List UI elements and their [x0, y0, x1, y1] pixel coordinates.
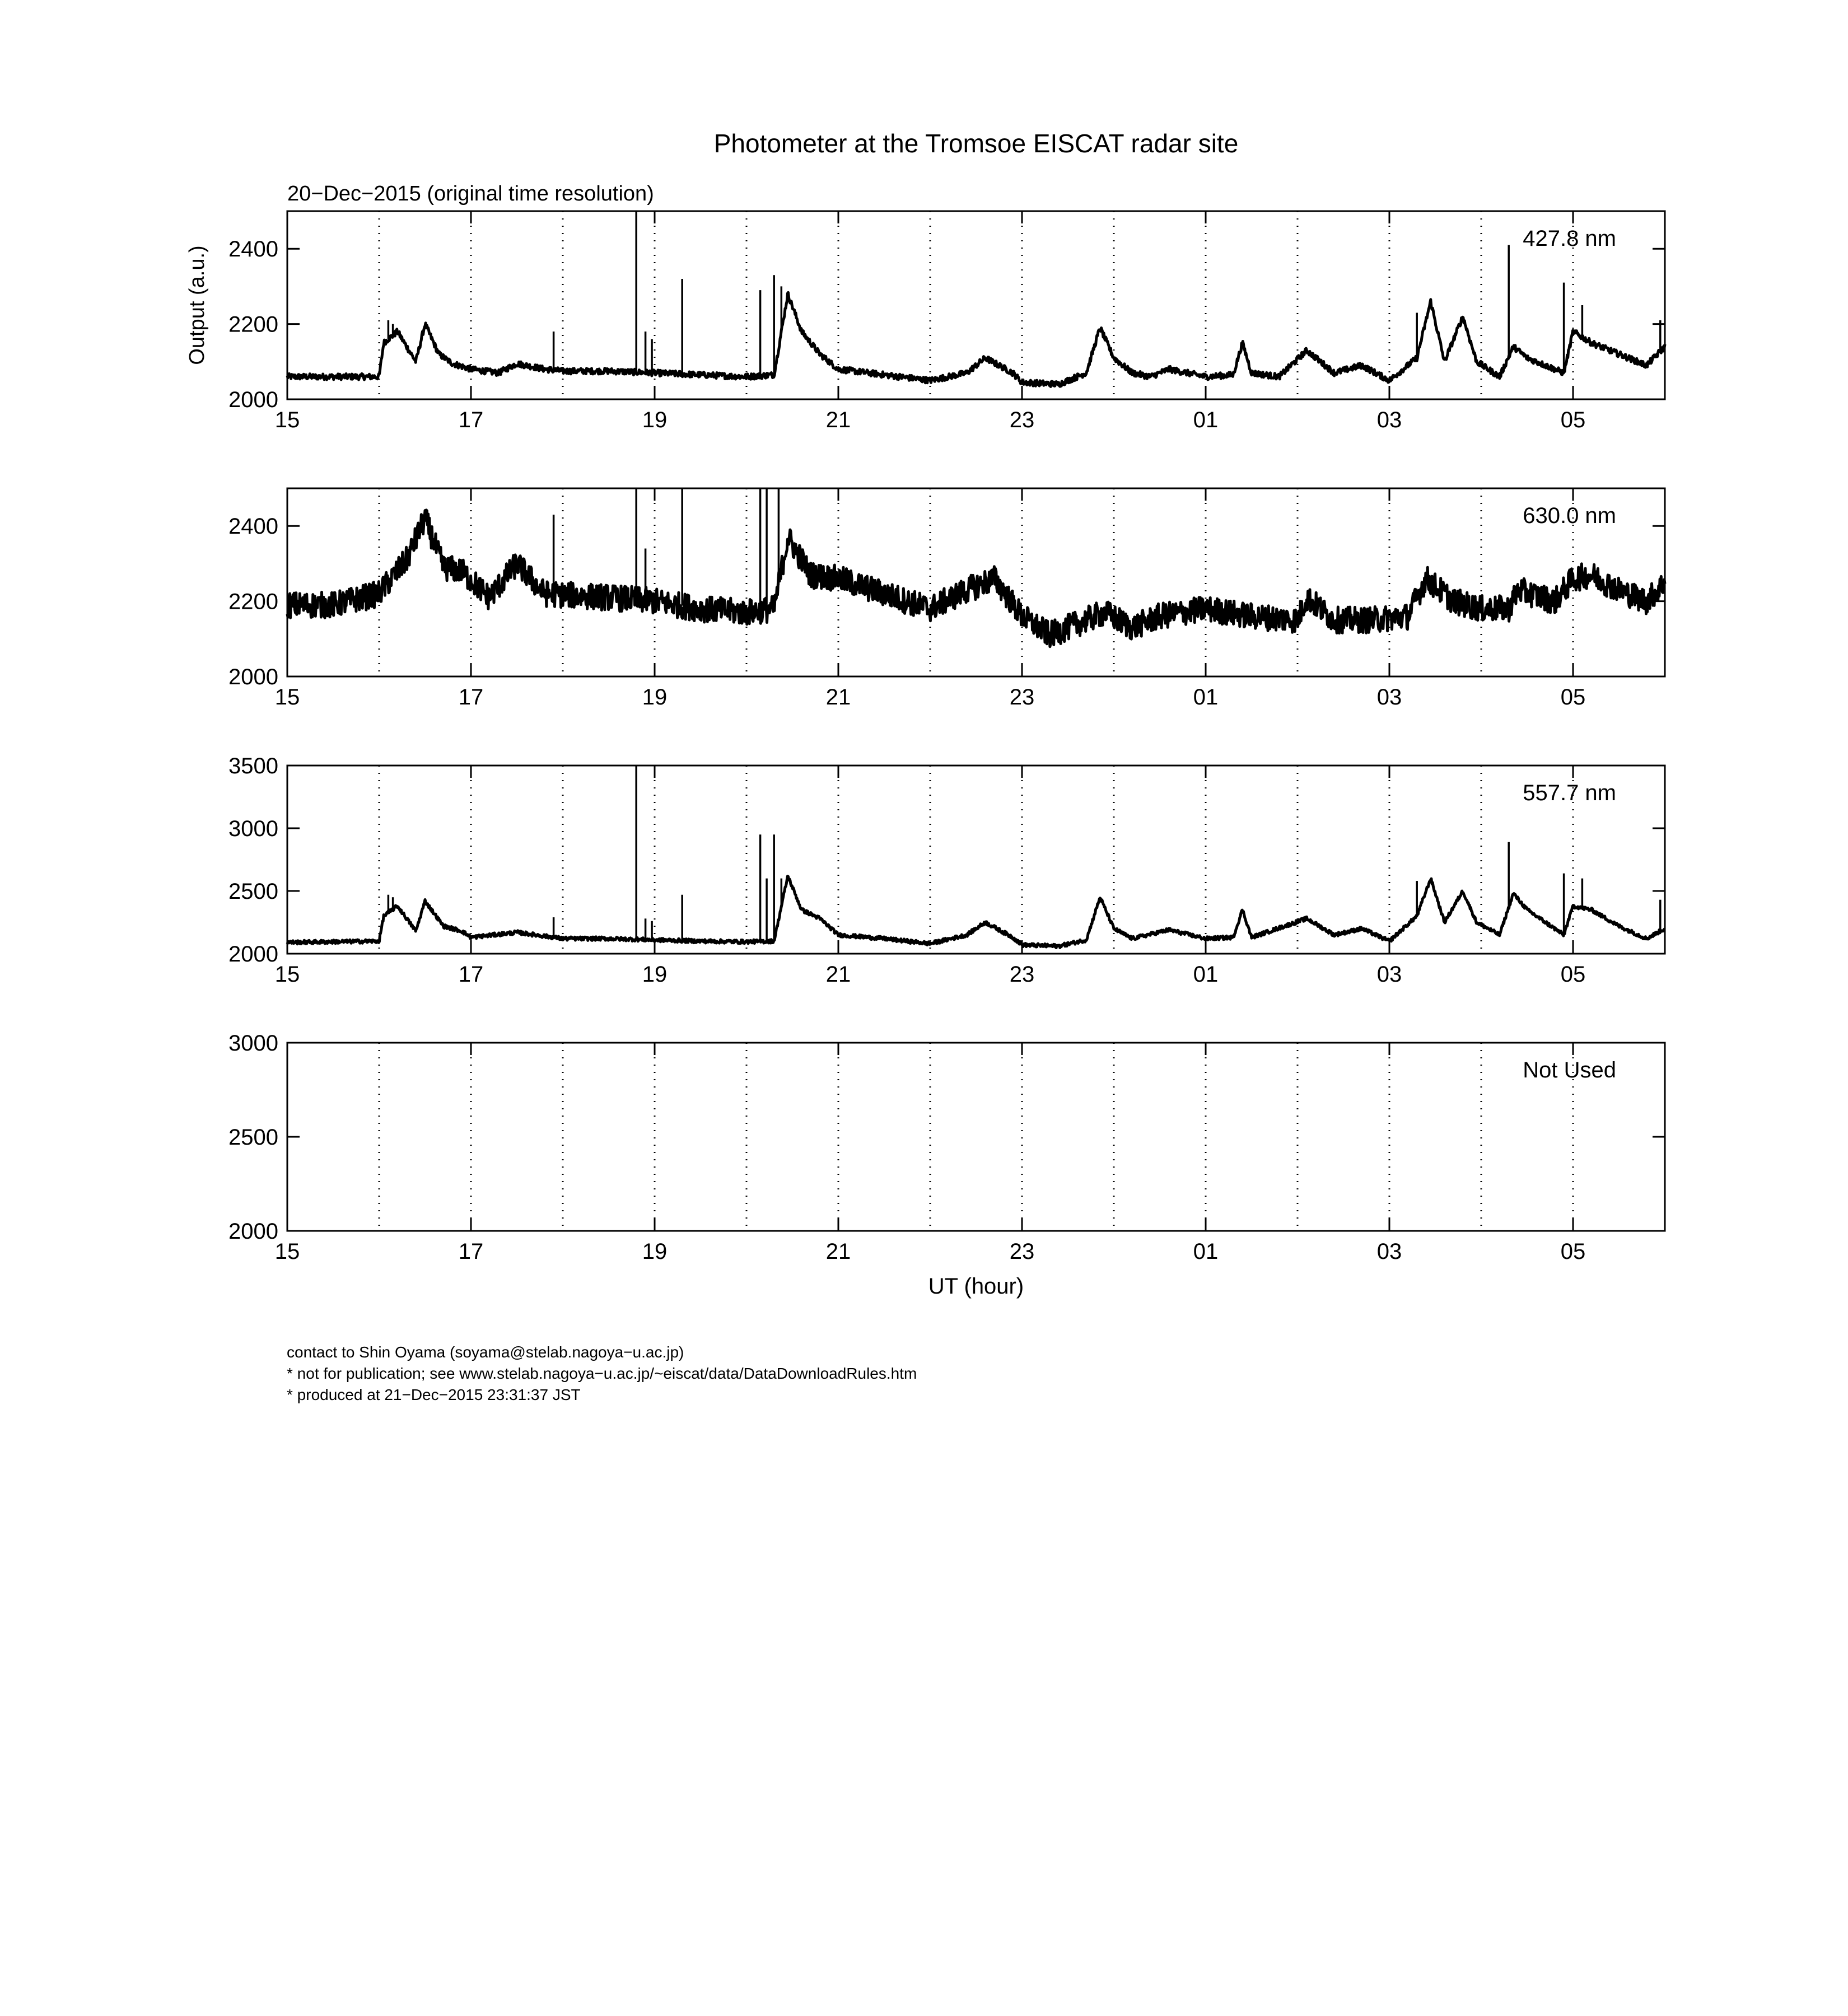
panel-4 [228, 1031, 1665, 1264]
y-tick-label: 2000 [228, 942, 278, 967]
y-tick-label: 2200 [228, 312, 278, 337]
panel-frame [287, 1043, 1665, 1231]
series-line [287, 876, 1665, 948]
x-tick-label: 19 [642, 408, 668, 432]
y-tick-label: 2500 [228, 1125, 278, 1150]
x-tick-label: 01 [1193, 408, 1219, 432]
panel-series-label: 557.7 nm [1523, 781, 1616, 805]
panel-series-label: Not Used [1523, 1058, 1616, 1082]
x-tick-label: 21 [825, 962, 851, 987]
x-tick-label: 17 [458, 685, 484, 710]
x-tick-label: 23 [1009, 685, 1035, 710]
x-tick-label: 03 [1376, 1239, 1402, 1264]
x-tick-label: 15 [274, 408, 300, 432]
footer-publication-note: * not for publication; see www.stelab.nagoya−u.ac.jp/~eiscat/data/DataDownloadRules.htm [287, 1365, 917, 1382]
panel-frame [287, 766, 1665, 954]
chart-title: Photometer at the Tromsoe EISCAT radar site [713, 129, 1239, 158]
x-tick-label: 01 [1193, 685, 1219, 710]
x-tick-label: 23 [1009, 408, 1035, 432]
x-tick-label: 19 [642, 1239, 668, 1264]
x-tick-label: 19 [642, 962, 668, 987]
x-tick-label: 05 [1560, 408, 1586, 432]
y-tick-label: 2000 [228, 1219, 278, 1244]
x-tick-label: 17 [458, 1239, 484, 1264]
x-axis-label: UT (hour) [928, 1274, 1024, 1299]
x-tick-label: 19 [642, 685, 668, 710]
x-tick-label: 17 [458, 962, 484, 987]
x-tick-label: 17 [458, 408, 484, 432]
panel-1 [228, 211, 1665, 432]
footer-produced-note: * produced at 21−Dec−2015 23:31:37 JST [287, 1386, 581, 1403]
chart-subtitle: 20−Dec−2015 (original time resolution) [287, 182, 654, 206]
x-tick-label: 03 [1376, 685, 1402, 710]
panel-3 [228, 754, 1665, 987]
x-tick-label: 21 [825, 1239, 851, 1264]
series-line [287, 292, 1665, 386]
y-tick-label: 3000 [228, 1031, 278, 1056]
y-tick-label: 2000 [228, 388, 278, 412]
y-tick-label: 2500 [228, 879, 278, 904]
footer-notes [287, 1342, 917, 1406]
x-tick-label: 23 [1009, 1239, 1035, 1264]
x-tick-label: 01 [1193, 1239, 1219, 1264]
panel-series-label: 427.8 nm [1523, 226, 1616, 251]
panel-2 [228, 488, 1665, 710]
x-tick-label: 23 [1009, 962, 1035, 987]
panel-series-label: 630.0 nm [1523, 503, 1616, 528]
x-tick-label: 15 [274, 1239, 300, 1264]
y-tick-label: 2000 [228, 665, 278, 689]
y-tick-label: 3500 [228, 754, 278, 778]
y-tick-label: 2400 [228, 514, 278, 539]
x-tick-label: 03 [1376, 408, 1402, 432]
footer-contact: contact to Shin Oyama (soyama@stelab.nagoya−u.ac.jp) [287, 1343, 684, 1361]
x-tick-label: 15 [274, 962, 300, 987]
x-tick-label: 01 [1193, 962, 1219, 987]
x-tick-label: 05 [1560, 685, 1586, 710]
y-axis-label: Output (a.u.) [185, 245, 209, 365]
x-tick-label: 21 [825, 408, 851, 432]
x-tick-label: 15 [274, 685, 300, 710]
x-tick-label: 05 [1560, 1239, 1586, 1264]
series-line [287, 510, 1665, 647]
panels [228, 211, 1665, 1264]
x-tick-label: 03 [1376, 962, 1402, 987]
x-tick-label: 05 [1560, 962, 1586, 987]
y-tick-label: 2200 [228, 589, 278, 614]
x-tick-label: 21 [825, 685, 851, 710]
y-tick-label: 3000 [228, 816, 278, 841]
y-tick-label: 2400 [228, 237, 278, 262]
